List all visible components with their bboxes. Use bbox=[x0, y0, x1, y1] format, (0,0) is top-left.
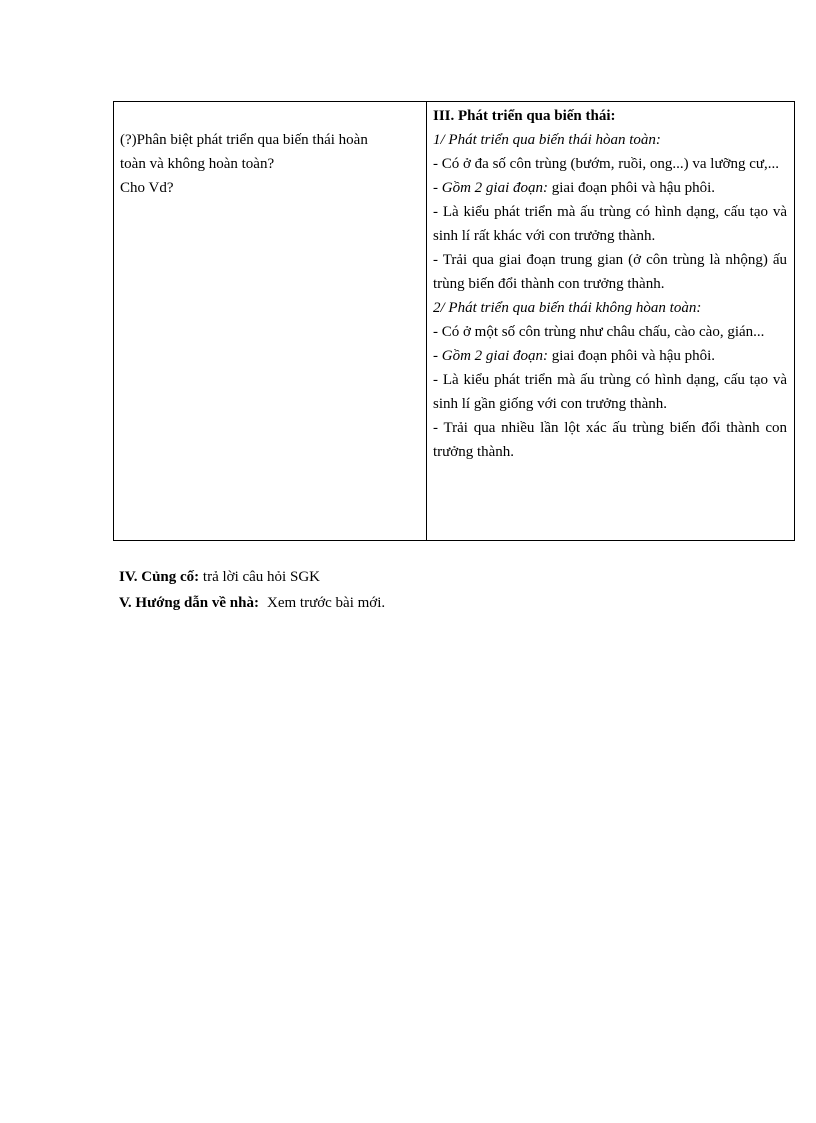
subsection-2-title: 2/ Phát triển qua biến thái không hòan toàn: bbox=[433, 300, 702, 316]
subsection-1-item-2-text: giai đoạn phôi và hậu phôi. bbox=[548, 180, 716, 196]
subsection-1-item-4: - Trải qua giai đoạn trung gian (ở côn trùng là nhộng) ấu trùng biến đổi thành con trưởng thành. bbox=[433, 252, 787, 292]
subsection-2-item-2-text: giai đoạn phôi và hậu phôi. bbox=[548, 348, 716, 364]
subsection-2-item-2-label: - Gồm 2 giai đoạn: bbox=[433, 348, 548, 364]
subsection-1-item-3: - Là kiểu phát triển mà ấu trùng có hình dạng, cấu tạo và sinh lí rất khác với con trưởng thành. bbox=[433, 204, 787, 244]
subsection-2-item-1: - Có ở một số côn trùng như châu chấu, cào cào, gián... bbox=[433, 324, 765, 340]
consolidation-text: trả lời câu hỏi SGK bbox=[199, 569, 320, 585]
subsection-2-item-4: - Trải qua nhiều lần lột xác ấu trùng biến đổi thành con trưởng thành. bbox=[433, 420, 787, 460]
consolidation-line bbox=[119, 567, 320, 587]
example-prompt: Cho Vd? bbox=[120, 180, 174, 196]
lesson-table bbox=[113, 101, 795, 541]
teacher-question-cell bbox=[114, 102, 427, 541]
question-line-2: toàn và không hoàn toàn? bbox=[120, 156, 275, 172]
section-title: III. Phát triển qua biến thái: bbox=[433, 108, 616, 124]
consolidation-label: IV. Củng cố: bbox=[119, 569, 200, 585]
subsection-1-item-1: - Có ở đa số côn trùng (bướm, ruồi, ong...) va lưỡng cư,... bbox=[433, 156, 780, 172]
homework-label: V. Hướng dẫn về nhà: bbox=[119, 595, 259, 611]
subsection-2-item-3: - Là kiểu phát triển mà ấu trùng có hình dạng, cấu tạo và sinh lí gần giống với con trưởng thành. bbox=[433, 372, 787, 412]
subsection-2-item-2 bbox=[433, 344, 787, 368]
content-cell bbox=[427, 102, 795, 541]
lesson-row bbox=[114, 102, 795, 541]
question-line-1: (?)Phân biệt phát triển qua biến thái hoàn bbox=[120, 132, 368, 148]
homework-text: Xem trước bài mới. bbox=[267, 595, 386, 611]
subsection-1-item-2-label: - Gồm 2 giai đoạn: bbox=[433, 180, 548, 196]
homework-line bbox=[119, 593, 385, 613]
subsection-1-item-2 bbox=[433, 176, 787, 200]
subsection-1-title: 1/ Phát triển qua biến thái hòan toàn: bbox=[433, 132, 661, 148]
